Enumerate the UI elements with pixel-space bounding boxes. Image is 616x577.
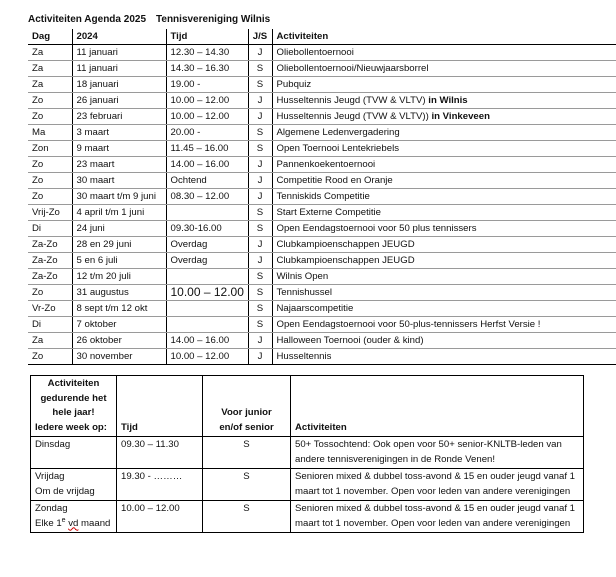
frequency-superscript: e: [61, 516, 66, 524]
agenda-date: 3 maart: [72, 125, 166, 141]
agenda-activity: [272, 285, 616, 301]
agenda-day: Za-Zo: [28, 253, 72, 269]
agenda-js: S: [248, 301, 272, 317]
weekly-header-day-line4: Iedere week op:: [35, 421, 107, 433]
agenda-row: [28, 109, 616, 125]
agenda-row: [28, 237, 616, 253]
agenda-time: 10.00 – 12.00: [166, 285, 248, 301]
agenda-date: 12 t/m 20 juli: [72, 269, 166, 285]
agenda-day: Zo: [28, 173, 72, 189]
agenda-activity-text: Husseltennis Jeugd (TVW & VLTV)): [276, 111, 432, 123]
agenda-time: 09.30-16.00: [166, 221, 248, 237]
agenda-day: Za: [28, 333, 72, 349]
agenda-day: Zo: [28, 93, 72, 109]
agenda-activity: [272, 253, 616, 269]
agenda-activity: [272, 173, 616, 189]
agenda-row: [28, 157, 616, 173]
agenda-row: [28, 205, 616, 221]
agenda-activity: [272, 301, 616, 317]
agenda-js: S: [248, 61, 272, 77]
agenda-js: S: [248, 221, 272, 237]
agenda-activity: [272, 349, 616, 365]
spellcheck-marked-word: vd: [68, 517, 79, 529]
agenda-activity: [272, 221, 616, 237]
weekly-day: [31, 501, 117, 533]
agenda-row: [28, 93, 616, 109]
agenda-activity: [272, 93, 616, 109]
weekly-js: S: [203, 501, 291, 533]
agenda-row: [28, 189, 616, 205]
agenda-date: 31 augustus: [72, 285, 166, 301]
agenda-date: 11 januari: [72, 45, 166, 61]
header-js: J/S: [248, 29, 272, 45]
agenda-row: [28, 349, 616, 365]
weekly-header-day-line2: gedurende het: [40, 392, 107, 404]
agenda-row: [28, 173, 616, 189]
agenda-row: [28, 269, 616, 285]
agenda-activity-text: Tennishussel: [276, 287, 332, 299]
agenda-activity: [272, 189, 616, 205]
agenda-js: J: [248, 109, 272, 125]
agenda-activity: [272, 205, 616, 221]
agenda-js: S: [248, 125, 272, 141]
agenda-date: 26 oktober: [72, 333, 166, 349]
agenda-activity: [272, 237, 616, 253]
agenda-time: Ochtend: [166, 173, 248, 189]
agenda-js: J: [248, 45, 272, 61]
agenda-day: Zo: [28, 109, 72, 125]
agenda-js: J: [248, 93, 272, 109]
agenda-day: Zo: [28, 285, 72, 301]
header-year: 2024: [72, 29, 166, 45]
weekly-header-js-line1: Voor junior: [221, 407, 272, 418]
weekly-activity: Senioren mixed & dubbel toss-avond & 15 en ouder jeugd vanaf 1 maart tot 1 november. Open voor leden van andere verenigingen: [291, 501, 584, 533]
agenda-activity-text: Husseltennis Jeugd (TVW & VLTV): [276, 95, 429, 107]
agenda-row: [28, 253, 616, 269]
weekly-row: [31, 437, 584, 469]
document-title: [28, 14, 270, 25]
weekly-activity: Senioren mixed & dubbel toss-avond & 15 en ouder jeugd vanaf 1 maart tot 1 november. Open voor leden van andere verenigingen: [291, 469, 584, 501]
agenda-activity: [272, 61, 616, 77]
weekly-header-day: [31, 376, 117, 437]
agenda-time: 19.00 -: [166, 77, 248, 93]
agenda-time: 10.00 – 12.00: [166, 109, 248, 125]
agenda-row: [28, 301, 616, 317]
weekly-js: S: [203, 469, 291, 501]
agenda-row: [28, 221, 616, 237]
agenda-activity-text: Husseltennis: [276, 351, 332, 363]
agenda-activity-text: Algemene Ledenvergadering: [276, 127, 400, 139]
agenda-activity-text: Tenniskids Competitie: [276, 191, 370, 203]
agenda-date: 5 en 6 juli: [72, 253, 166, 269]
agenda-time: 11.45 – 16.00: [166, 141, 248, 157]
agenda-js: J: [248, 173, 272, 189]
weekly-day-frequency: [35, 517, 112, 532]
agenda-date: 30 maart t/m 9 juni: [72, 189, 166, 205]
header-activiteiten: Activiteiten: [272, 29, 616, 45]
agenda-day: Di: [28, 317, 72, 333]
agenda-activity: [272, 269, 616, 285]
agenda-date: 9 maart: [72, 141, 166, 157]
agenda-time: [166, 301, 248, 317]
agenda-activity: [272, 157, 616, 173]
weekly-day-label: Dinsdag: [35, 439, 71, 450]
agenda-activity-location: in Vinkeveen: [431, 111, 490, 123]
agenda-day: Za: [28, 45, 72, 61]
agenda-date: 28 en 29 juni: [72, 237, 166, 253]
agenda-js: S: [248, 141, 272, 157]
agenda-activity: [272, 45, 616, 61]
agenda-date: 7 oktober: [72, 317, 166, 333]
agenda-activity: [272, 125, 616, 141]
agenda-day: Zo: [28, 189, 72, 205]
agenda-day: Zon: [28, 141, 72, 157]
weekly-header-activiteiten: Activiteiten: [291, 376, 584, 437]
agenda-row: [28, 61, 616, 77]
agenda-js: J: [248, 189, 272, 205]
agenda-time: [166, 317, 248, 333]
agenda-activity-text: Najaarscompetitie: [276, 303, 354, 315]
weekly-row: [31, 469, 584, 501]
agenda-js: S: [248, 77, 272, 93]
agenda-js: S: [248, 285, 272, 301]
agenda-row: [28, 333, 616, 349]
agenda-header-row: [28, 29, 616, 45]
weekly-header-day-line3: hele jaar!: [52, 407, 95, 418]
agenda-js: J: [248, 333, 272, 349]
agenda-day: Di: [28, 221, 72, 237]
weekly-time: 19.30 - ………: [117, 469, 203, 501]
agenda-js: J: [248, 253, 272, 269]
agenda-activity-text: Clubkampioenschappen JEUGD: [276, 239, 415, 251]
agenda-date: 23 maart: [72, 157, 166, 173]
agenda-date: 23 februari: [72, 109, 166, 125]
agenda-time: Overdag: [166, 237, 248, 253]
agenda-day: Za-Zo: [28, 269, 72, 285]
agenda-day: Za-Zo: [28, 237, 72, 253]
agenda-time: 12.30 – 14.30: [166, 45, 248, 61]
agenda-day: Vrij-Zo: [28, 205, 72, 221]
weekly-time: 10.00 – 12.00: [117, 501, 203, 533]
agenda-activity-text: Pubquiz: [276, 79, 312, 91]
agenda-date: 26 januari: [72, 93, 166, 109]
weekly-time: 09.30 – 11.30: [117, 437, 203, 469]
agenda-js: J: [248, 349, 272, 365]
agenda-activity-text: Start Externe Competitie: [276, 207, 382, 219]
agenda-time: 14.30 – 16.30: [166, 61, 248, 77]
agenda-table: [28, 29, 616, 365]
agenda-activity: [272, 141, 616, 157]
agenda-date: 30 november: [72, 349, 166, 365]
agenda-time: 20.00 -: [166, 125, 248, 141]
agenda-time: 10.00 – 12.00: [166, 93, 248, 109]
agenda-activity-text: Pannenkoekentoernooi: [276, 159, 376, 171]
agenda-title: Activiteiten Agenda 2025: [28, 14, 147, 25]
agenda-time: [166, 269, 248, 285]
agenda-activity-text: Open Eendagstoernooi voor 50-plus-tennissers Herfst Versie !: [276, 319, 541, 331]
agenda-activity: [272, 77, 616, 93]
agenda-time: 10.00 – 12.00: [166, 349, 248, 365]
agenda-date: 30 maart: [72, 173, 166, 189]
agenda-date: 4 april t/m 1 juni: [72, 205, 166, 221]
weekly-js: S: [203, 437, 291, 469]
agenda-day: Zo: [28, 349, 72, 365]
agenda-row: [28, 285, 616, 301]
agenda-day: Zo: [28, 157, 72, 173]
agenda-row: [28, 125, 616, 141]
weekly-day-frequency: Om de vrijdag: [35, 485, 95, 497]
agenda-js: S: [248, 317, 272, 333]
weekly-day-label: Vrijdag: [35, 471, 65, 482]
header-tijd: Tijd: [166, 29, 248, 45]
agenda-activity-text: Oliebollentoernooi: [276, 47, 354, 59]
agenda-row: [28, 77, 616, 93]
weekly-day: [31, 437, 117, 469]
agenda-date: 24 juni: [72, 221, 166, 237]
agenda-activity-text: Open Eendagstoernooi voor 50 plus tennissers: [276, 223, 477, 235]
agenda-date: 11 januari: [72, 61, 166, 77]
club-name: Tennisvereniging Wilnis: [156, 14, 271, 25]
weekly-header-tijd: Tijd: [117, 376, 203, 437]
agenda-row: [28, 45, 616, 61]
agenda-time: 08.30 – 12.00: [166, 189, 248, 205]
weekly-activity: 50+ Tossochtend: Ook open voor 50+ senior-KNLTB-leden van andere tennisverenigingen in de Ronde Venen!: [291, 437, 584, 469]
agenda-js: J: [248, 157, 272, 173]
agenda-activity-text: Oliebollentoernooi/Nieuwjaarsborrel: [276, 63, 429, 75]
agenda-row: [28, 317, 616, 333]
agenda-time: 14.00 – 16.00: [166, 157, 248, 173]
weekly-day: [31, 469, 117, 501]
weekly-header-day-line1: Activiteiten: [47, 378, 100, 389]
agenda-activity-location: in Wilnis: [428, 95, 468, 107]
agenda-activity-text: Clubkampioenschappen JEUGD: [276, 255, 415, 267]
agenda-time: Overdag: [166, 253, 248, 269]
weekly-row: [31, 501, 584, 533]
agenda-activity-text: Halloween Toernooi (ouder & kind): [276, 335, 424, 347]
weekly-header-row: [31, 376, 584, 437]
weekly-header-js-line2: en/of senior: [219, 421, 274, 433]
weekly-activities-table: [30, 375, 584, 533]
agenda-row: [28, 141, 616, 157]
agenda-date: 18 januari: [72, 77, 166, 93]
agenda-time: [166, 205, 248, 221]
agenda-activity: [272, 109, 616, 125]
agenda-activity: [272, 317, 616, 333]
agenda-time: 14.00 – 16.00: [166, 333, 248, 349]
frequency-text: Elke 1: [35, 517, 62, 529]
agenda-day: Ma: [28, 125, 72, 141]
agenda-activity-text: Wilnis Open: [276, 271, 329, 283]
agenda-day: Za: [28, 77, 72, 93]
weekly-header-js: [203, 376, 291, 437]
agenda-activity-text: Competitie Rood en Oranje: [276, 175, 393, 187]
header-dag: Dag: [28, 29, 72, 45]
agenda-js: S: [248, 269, 272, 285]
agenda-js: S: [248, 205, 272, 221]
agenda-activity: [272, 333, 616, 349]
agenda-activity-text: Open Toernooi Lentekriebels: [276, 143, 399, 155]
agenda-js: J: [248, 237, 272, 253]
weekly-day-label: Zondag: [35, 503, 68, 514]
agenda-day: Za: [28, 61, 72, 77]
agenda-day: Vr-Zo: [28, 301, 72, 317]
frequency-text-end: maand: [78, 517, 111, 529]
agenda-date: 8 sept t/m 12 okt: [72, 301, 166, 317]
